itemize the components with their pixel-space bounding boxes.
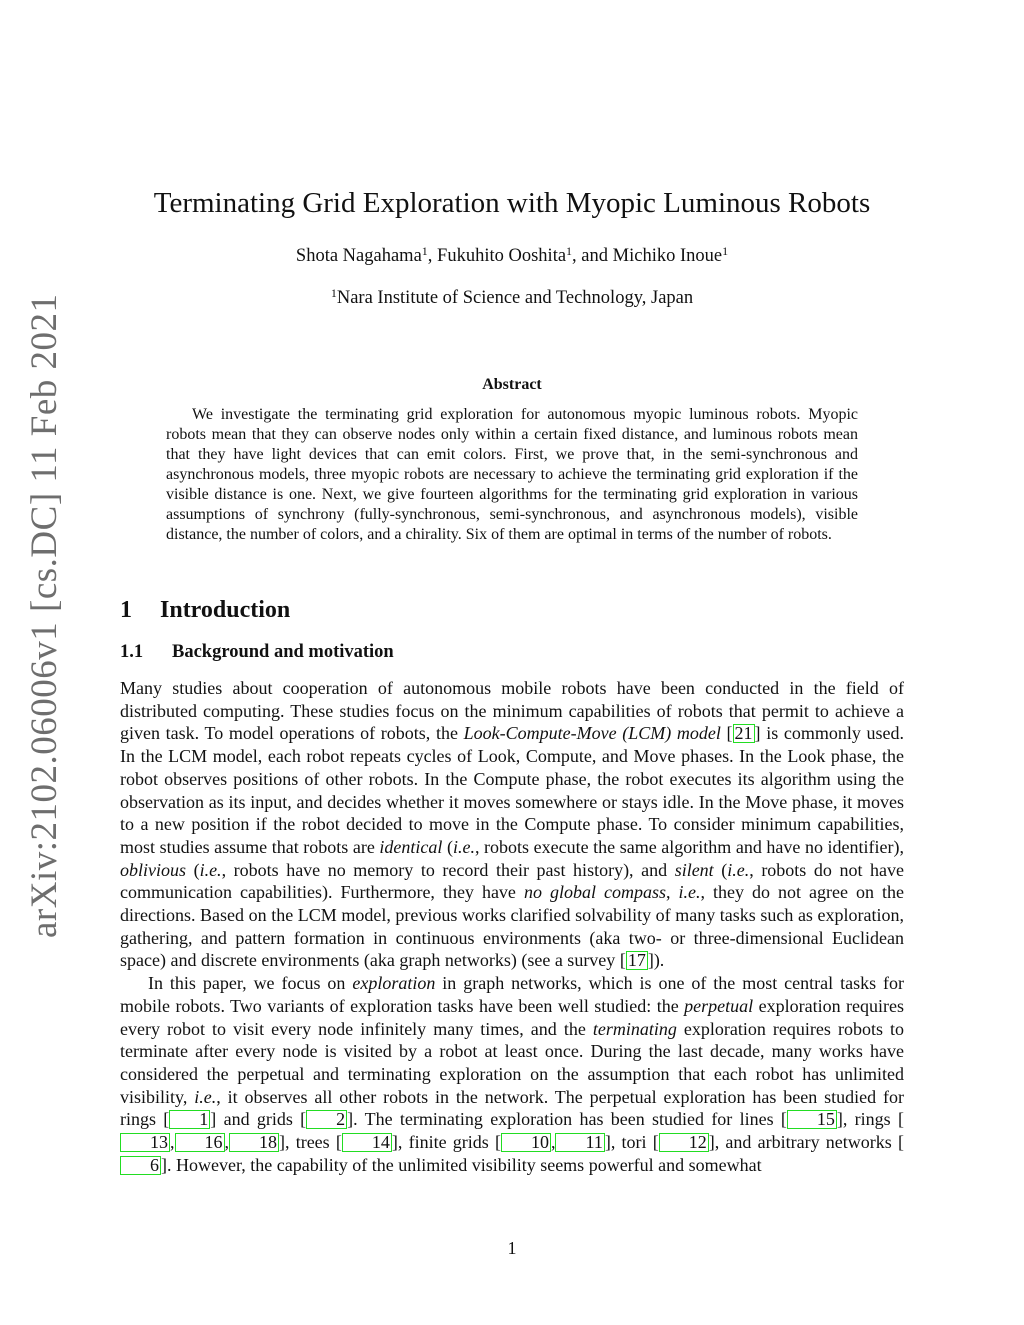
citation-link[interactable]: 10: [501, 1133, 551, 1152]
body-text-run: , rings: [842, 1109, 898, 1130]
body-text-run: [721, 723, 727, 743]
emphasis-text: i.e.: [452, 836, 475, 857]
body-text-run: in graph networks, which is one of the most central tasks for mobile robots. Two variants of exploration tasks have been well studied: the: [120, 973, 904, 1016]
body-text-run: , robots execute the same algorithm and have no identifier),: [474, 836, 904, 857]
body-text-run: In this paper, we focus on: [148, 973, 353, 994]
citation: [ 1 ]: [163, 1109, 217, 1130]
body-paragraph: [120, 677, 904, 972]
body-text-run: ,: [665, 882, 679, 903]
emphasis-text: i.e.: [727, 859, 750, 880]
body-text-run: (: [713, 859, 728, 880]
author-affiliation-mark: 1: [722, 244, 729, 258]
abstract-text: We investigate the terminating grid exploration for autonomous myopic luminous robots. Myopic robots mean that they can observe nodes only within a certain fixed distance, and luminous robots mean that they have light devices that can emit colors. First, we prove that, in the semi-synchronous and asynchronous models, three myopic robots are necessary to achieve the terminating grid exploration if the visible distance is one. Next, we give fourteen algorithms for the terminating grid exploration in various assumptions of synchrony (fully-synchronous, semi-synchronous, and asynchronous models), visible distance, the number of colors, and a chirality. Six of them are optimal in terms of the number of robots.: [166, 406, 858, 543]
citation-link[interactable]: 13: [120, 1133, 170, 1152]
body-text-run: , finite grids: [397, 1132, 495, 1153]
citation: [13 , 16 , 18 ]: [120, 1109, 904, 1152]
author-name: Shota Nagahama: [295, 246, 422, 266]
emphasis-text: identical: [379, 836, 443, 857]
author-separator: , and: [572, 246, 613, 266]
emphasis-text: oblivious: [120, 859, 186, 880]
author-separator: ,: [427, 246, 438, 266]
citation-link[interactable]: 6: [120, 1156, 161, 1175]
citation: [ 12 ]: [652, 1132, 715, 1153]
affiliation-name: Nara Institute of Science and Technology, Japan: [336, 288, 694, 308]
author-name: Fukuhito Ooshita: [437, 246, 567, 266]
body-text-run: . However, the capability of the unlimited visibility seems powerful and somewhat: [167, 1154, 762, 1175]
body-text-run: , trees: [285, 1132, 336, 1153]
citation: [ 14 ]: [335, 1132, 398, 1153]
emphasis-text: i.e.: [194, 1086, 217, 1107]
body-text-run: exploration requires every robot to visit every node infinitely many times, and the: [120, 995, 904, 1039]
body-text-run: , and arbitrary networks: [714, 1132, 898, 1153]
body-text-run: exploration requires robots to terminate after every node is visited by a robot at least once. During the last decade, many works have considered the perpetual and terminating exploration on the assumption that each robot has unlimited visibility,: [120, 1018, 904, 1107]
emphasis-text: Look-Compute-Move (LCM) model: [463, 723, 721, 744]
citation: [6 ]: [120, 1132, 904, 1175]
arxiv-stamp: arXiv:2102.06006v1 [cs.DC] 11 Feb 2021: [24, 293, 65, 938]
page-number: 1: [507, 1238, 517, 1258]
emphasis-text: exploration: [352, 973, 436, 994]
citation-link[interactable]: 21: [734, 723, 753, 744]
section-number: 1: [120, 597, 132, 623]
author-name: Michiko Inoue: [612, 246, 723, 266]
emphasis-text: silent: [674, 859, 714, 880]
subsection-title: Background and motivation: [172, 642, 394, 662]
body-text-run: ).: [653, 950, 665, 971]
subsection-heading: [120, 642, 394, 663]
body-text-run: , robots do not have communication capabilities). Furthermore, they have: [120, 859, 904, 903]
affiliation-mark: 1: [330, 286, 337, 300]
author-list: [120, 243, 904, 269]
emphasis-text: no global compass: [523, 882, 666, 903]
emphasis-text: i.e.: [199, 859, 222, 880]
author-affiliation-mark: 1: [566, 244, 573, 258]
body-text: [120, 677, 904, 1176]
section-heading: [120, 597, 290, 624]
citation-link[interactable]: 16: [175, 1133, 225, 1152]
citation-link[interactable]: 2: [306, 1110, 347, 1129]
citation-link[interactable]: 18: [229, 1133, 279, 1152]
body-text-run: . The terminating exploration has been studied for lines: [353, 1109, 781, 1130]
body-text-run: and grids: [216, 1109, 301, 1130]
affiliation: [120, 285, 904, 311]
emphasis-text: terminating: [592, 1018, 677, 1039]
citation: [ 21 ]: [726, 723, 761, 744]
body-text-run: is commonly used. In the LCM model, each robot repeats cycles of Look, Compute, and Move phases. In the Look phase, the robot observes positions of other robots. In the Compute phase, the robot executes its algorithm using the observation as its input, and decides whether it moves somewhere or stays idle. In the Move phase, it moves to a new position if the robot decided to move in the Compute phase. To consider minimum capabilities, most studies assume that robots are: [120, 723, 904, 857]
body-text-run: (: [442, 836, 453, 857]
citation-link[interactable]: 14: [342, 1133, 392, 1152]
author-affiliation-mark: 1: [421, 244, 428, 258]
subsection-number: 1.1: [120, 642, 144, 662]
citation: [ 15 ]: [780, 1109, 843, 1130]
emphasis-text: perpetual: [684, 995, 754, 1016]
citation: [ 17 ]: [619, 950, 654, 971]
citation-link[interactable]: 1: [169, 1110, 210, 1129]
citation: [ 10 , 11 ]: [494, 1132, 611, 1153]
citation-link[interactable]: 17: [627, 950, 646, 971]
body-text-run: Many studies about cooperation of autonomous mobile robots have been conducted in the field of distributed computing. These studies focus on the minimum capabilities of robots that permit to achieve a given task. To model operations of robots, the: [120, 678, 904, 744]
citation-link[interactable]: 11: [555, 1133, 604, 1152]
body-text-run: (: [186, 859, 200, 880]
citation: [ 2 ]: [300, 1109, 354, 1130]
body-text-run: , they do not agree on the directions. Based on the LCM model, previous works clarified solvability of many tasks such as exploration, gathering, and pattern formation in continuous environments (aka two- or three-dimensional Euclidean space) and discrete environments (aka graph networks) (see a survey: [120, 882, 904, 971]
body-paragraph: [120, 972, 904, 1176]
body-text-run: , robots have no memory to record their past history), and: [221, 859, 675, 880]
citation-link[interactable]: 15: [787, 1110, 837, 1129]
citation-link[interactable]: 12: [659, 1133, 709, 1152]
emphasis-text: i.e.: [678, 882, 701, 903]
section-title: Introduction: [160, 597, 291, 623]
abstract-heading: Abstract: [482, 376, 542, 393]
paper-title: Terminating Grid Exploration with Myopic Luminous Robots: [153, 187, 871, 219]
body-text-run: , tori: [610, 1132, 653, 1153]
body-text-run: , it observes all other robots in the network. The perpetual exploration has been studied for rings: [120, 1086, 904, 1130]
